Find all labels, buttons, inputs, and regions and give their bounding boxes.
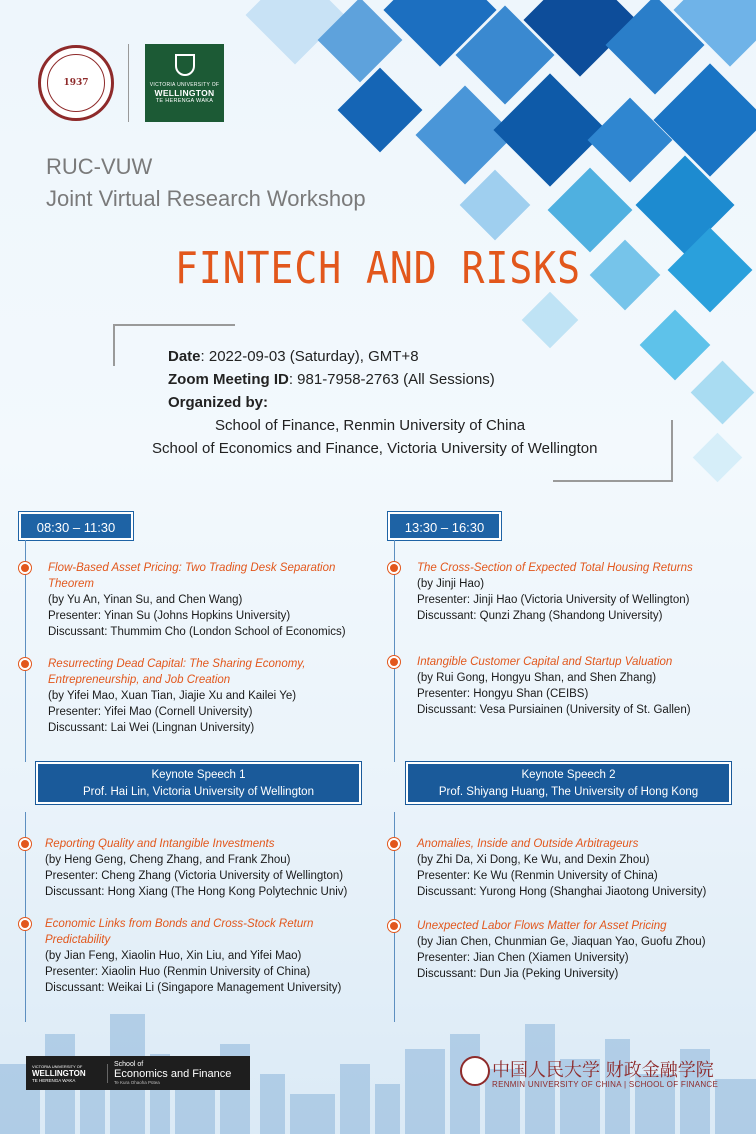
footer-vuw-maori: TE HERENGA WAKA: [32, 1077, 76, 1083]
ruc-logo-year: 1937: [63, 78, 89, 88]
session-bullet: [388, 920, 400, 932]
footer-school-maori: Te Kura Ohaoha Pūtea: [114, 1080, 160, 1085]
session-bullet: [19, 918, 31, 930]
session-authors: (by Jian Chen, Chunmian Ge, Jiaquan Yao, Guofu Zhou): [417, 936, 706, 948]
session-bullet: [19, 658, 31, 670]
session-title: Resurrecting Dead Capital: The Sharing Economy, Entrepreneurship, and Job Creation: [48, 658, 306, 686]
afternoon-time-label: 13:30 – 16:30: [388, 512, 501, 540]
session-presenter: Presenter: Hongyu Shan (CEIBS): [417, 688, 589, 700]
session-authors: (by Heng Geng, Cheng Zhang, and Frank Zhou): [45, 854, 291, 866]
footer-ruc-emblem-icon: [460, 1056, 490, 1086]
keynote-1-title: Keynote Speech 1: [151, 769, 246, 781]
header-line1: RUC-VUW: [46, 154, 153, 179]
session-title: Economic Links from Bonds and Cross-Stock Return Predictability: [45, 918, 314, 946]
header-line2: Joint Virtual Research Workshop: [46, 186, 366, 211]
session-discussant: Discussant: Yurong Hong (Shanghai Jiaotong University): [417, 886, 707, 898]
afternoon-session-3: [417, 836, 737, 900]
date-value: : 2022-09-03 (Saturday), GMT+8: [200, 348, 419, 365]
morning-session-3: [45, 836, 365, 900]
session-bullet: [388, 656, 400, 668]
zoom-line: [168, 371, 495, 388]
date-label: Date: [168, 348, 201, 365]
ruc-logo: [38, 45, 114, 121]
session-bullet: [19, 838, 31, 850]
morning-session-4: [45, 916, 345, 996]
organizer-vuw: School of Economics and Finance, Victoria University of Wellington: [152, 440, 598, 457]
session-title: The Cross-Section of Expected Total Housing Returns: [417, 562, 693, 574]
footer-school-of: School of: [114, 1061, 144, 1068]
keynote-1-speaker: Prof. Hai Lin, Victoria University of Wellington: [83, 786, 314, 798]
session-discussant: Discussant: Weikai Li (Singapore Management University): [45, 982, 342, 994]
footer-vuw-big: WELLINGTON: [32, 1068, 86, 1078]
footer-vuw-small: VICTORIA UNIVERSITY OF: [32, 1063, 83, 1069]
session-presenter: Presenter: Yinan Su (Johns Hopkins University): [48, 610, 291, 622]
session-discussant: Discussant: Vesa Pursiainen (University of St. Gallen): [417, 704, 691, 716]
session-discussant: Discussant: Hong Xiang (The Hong Kong Polytechnic Univ): [45, 886, 348, 898]
session-presenter: Presenter: Cheng Zhang (Victoria University of Wellington): [45, 870, 344, 882]
session-bullet: [388, 838, 400, 850]
organized-label: Organized by:: [168, 394, 269, 411]
morning-time-label: 08:30 – 11:30: [19, 512, 133, 540]
keynote-1-box: [36, 762, 361, 804]
vuw-logo-line3: TE HERENGA WAKA: [155, 98, 214, 104]
session-authors: (by Jinji Hao): [417, 578, 485, 590]
session-title: Intangible Customer Capital and Startup Valuation: [417, 656, 673, 668]
session-bullet: [19, 562, 31, 574]
afternoon-session-2: [417, 654, 737, 718]
morning-session-2: [48, 656, 338, 736]
keynote-2-title: Keynote Speech 2: [521, 769, 616, 781]
footer-school-name: Economics and Finance: [114, 1068, 232, 1080]
vuw-logo-line2: WELLINGTON: [154, 88, 215, 98]
footer-ruc-chinese: 中国人民大学 财政金融学院: [492, 1060, 714, 1081]
vuw-logo: [145, 44, 224, 122]
morning-session-1: [48, 560, 358, 640]
zoom-label: Zoom Meeting ID: [168, 371, 289, 388]
footer-ruc-logo: [460, 1052, 730, 1092]
afternoon-session-1: [417, 560, 737, 624]
vuw-logo-line1: VICTORIA UNIVERSITY OF: [149, 82, 220, 88]
session-title: Flow-Based Asset Pricing: Two Trading Desk Separation Theorem: [48, 562, 336, 590]
afternoon-session-4: [417, 918, 737, 982]
session-authors: (by Rui Gong, Hongyu Shan, and Shen Zhang): [417, 672, 657, 684]
session-discussant: Discussant: Lai Wei (Lingnan University): [48, 722, 255, 734]
session-authors: (by Yu An, Yinan Su, and Chen Wang): [48, 594, 243, 606]
footer-ruc-english: RENMIN UNIVERSITY OF CHINA | SCHOOL OF FINANCE: [492, 1080, 719, 1089]
vuw-crest-icon: [175, 54, 195, 76]
session-discussant: Discussant: Thummim Cho (London School of Economics): [48, 626, 346, 638]
page-title: FINTECH AND RISKS: [175, 242, 581, 294]
session-discussant: Discussant: Qunzi Zhang (Shandong University): [417, 610, 663, 622]
date-line: [168, 348, 419, 365]
session-title: Unexpected Labor Flows Matter for Asset Pricing: [417, 920, 667, 932]
session-presenter: Presenter: Xiaolin Huo (Renmin University of China): [45, 966, 311, 978]
session-authors: (by Zhi Da, Xi Dong, Ke Wu, and Dexin Zhou): [417, 854, 650, 866]
session-presenter: Presenter: Ke Wu (Renmin University of China): [417, 870, 658, 882]
footer-vuw-logo: [26, 1056, 250, 1090]
zoom-value: : 981-7958-2763 (All Sessions): [288, 371, 495, 388]
session-presenter: Presenter: Jinji Hao (Victoria University of Wellington): [417, 594, 690, 606]
logo-divider: [128, 44, 129, 122]
ruc-emblem-icon: [47, 54, 105, 112]
session-presenter: Presenter: Yifei Mao (Cornell University): [48, 706, 253, 718]
session-discussant: Discussant: Dun Jia (Peking University): [417, 968, 619, 980]
session-title: Reporting Quality and Intangible Investments: [45, 838, 275, 850]
keynote-2-speaker: Prof. Shiyang Huang, The University of Hong Kong: [438, 786, 699, 798]
session-authors: (by Yifei Mao, Xuan Tian, Jiajie Xu and Kailei Ye): [48, 690, 297, 702]
session-authors: (by Jian Feng, Xiaolin Huo, Xin Liu, and Yifei Mao): [45, 950, 302, 962]
session-presenter: Presenter: Jian Chen (Xiamen University): [417, 952, 629, 964]
keynote-2-box: [406, 762, 731, 804]
session-bullet: [388, 562, 400, 574]
session-title: Anomalies, Inside and Outside Arbitrageurs: [417, 838, 639, 850]
organizer-ruc: School of Finance, Renmin University of China: [215, 417, 526, 434]
